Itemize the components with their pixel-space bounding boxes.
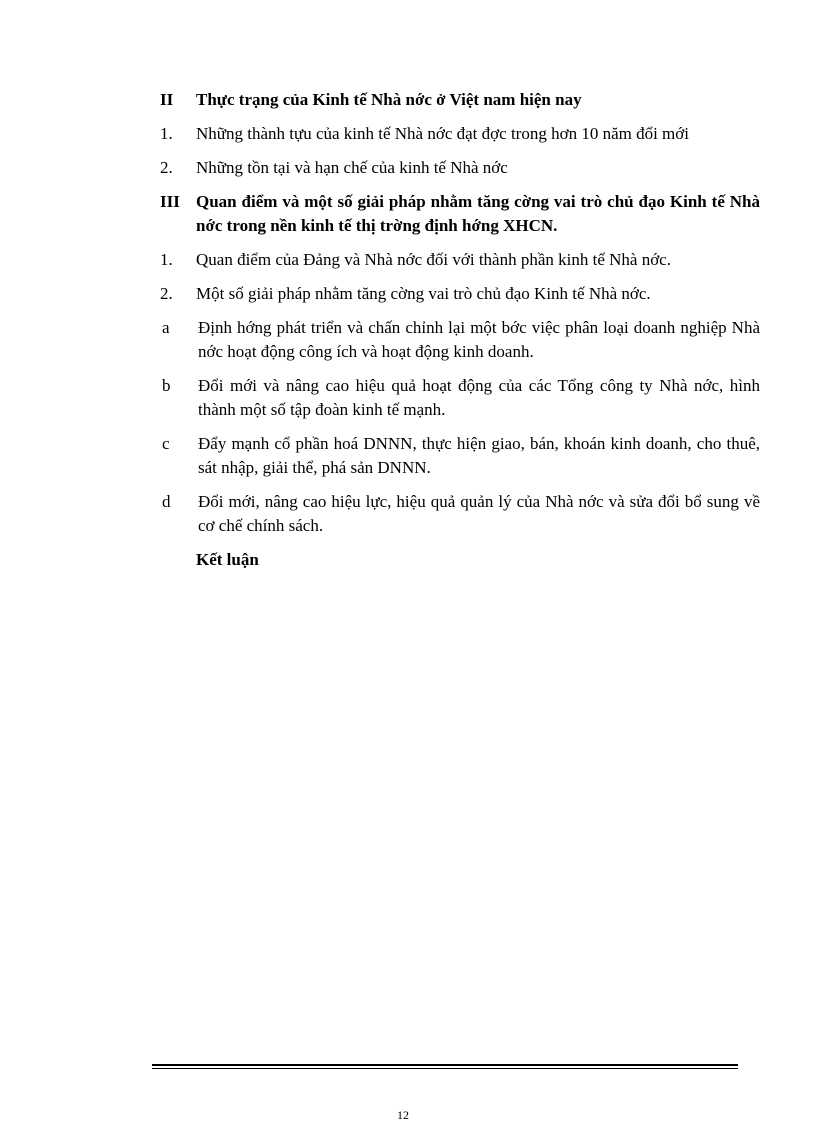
page-number-text: 12 (397, 1108, 409, 1122)
table-of-contents (160, 88, 760, 582)
subsection-III-1 (160, 248, 760, 272)
item-a (160, 316, 760, 364)
section-marker: II (160, 90, 174, 109)
section-marker: III (160, 192, 180, 211)
conclusion-title: Kết luận (196, 550, 259, 569)
subsection-marker: 2. (160, 158, 173, 177)
item-marker: b (162, 376, 171, 395)
section-title: Thực trạng của Kinh tế Nhà nớc ở Việt nam hiện nay (196, 90, 582, 109)
item-marker: c (162, 434, 170, 453)
footer-rule-thick (152, 1064, 738, 1066)
page-number (0, 1108, 816, 1123)
subsection-title: Quan điểm của Đảng và Nhà nớc đối với thành phần kinh tế Nhà nớc. (196, 250, 671, 269)
item-text: Đổi mới, nâng cao hiệu lực, hiệu quả quản lý của Nhà nớc và sửa đổi bổ sung về cơ chế chính sách. (198, 492, 760, 535)
item-b (160, 374, 760, 422)
item-text: Đổi mới và nâng cao hiệu quả hoạt động của các Tổng công ty Nhà nớc, hình thành một số tập đoàn kinh tế mạnh. (198, 376, 760, 419)
item-marker: a (162, 318, 170, 337)
item-marker: d (162, 492, 171, 511)
subsection-II-2 (160, 156, 760, 180)
item-d (160, 490, 760, 538)
subsection-marker: 1. (160, 250, 173, 269)
footer-rule-thin (152, 1068, 738, 1069)
subsection-title: Những tồn tại và hạn chế của kinh tế Nhà nớc (196, 158, 508, 177)
subsection-title: Những thành tựu của kinh tế Nhà nớc đạt đợc trong hơn 10 năm đổi mới (196, 124, 689, 143)
section-II (160, 88, 760, 112)
subsection-III-2 (160, 282, 760, 306)
footer-double-rule (152, 1064, 738, 1072)
item-text: Định hớng phát triển và chấn chỉnh lại một bớc việc phân loại doanh nghiệp Nhà nớc hoạt động công ích và hoạt động kinh doanh. (198, 318, 760, 361)
subsection-marker: 2. (160, 284, 173, 303)
conclusion-entry (160, 548, 760, 572)
section-title: Quan điểm và một số giải pháp nhằm tăng cờng vai trò chủ đạo Kinh tế Nhà nớc trong nền kinh tế thị trờng định hớng XHCN. (196, 192, 760, 235)
item-c (160, 432, 760, 480)
section-III (160, 190, 760, 238)
subsection-marker: 1. (160, 124, 173, 143)
item-text: Đẩy mạnh cổ phần hoá DNNN, thực hiện giao, bán, khoán kinh doanh, cho thuê, sát nhập, giải thể, phá sản DNNN. (198, 434, 760, 477)
subsection-title: Một số giải pháp nhằm tăng cờng vai trò chủ đạo Kinh tế Nhà nớc. (196, 284, 651, 303)
subsection-II-1 (160, 122, 760, 146)
